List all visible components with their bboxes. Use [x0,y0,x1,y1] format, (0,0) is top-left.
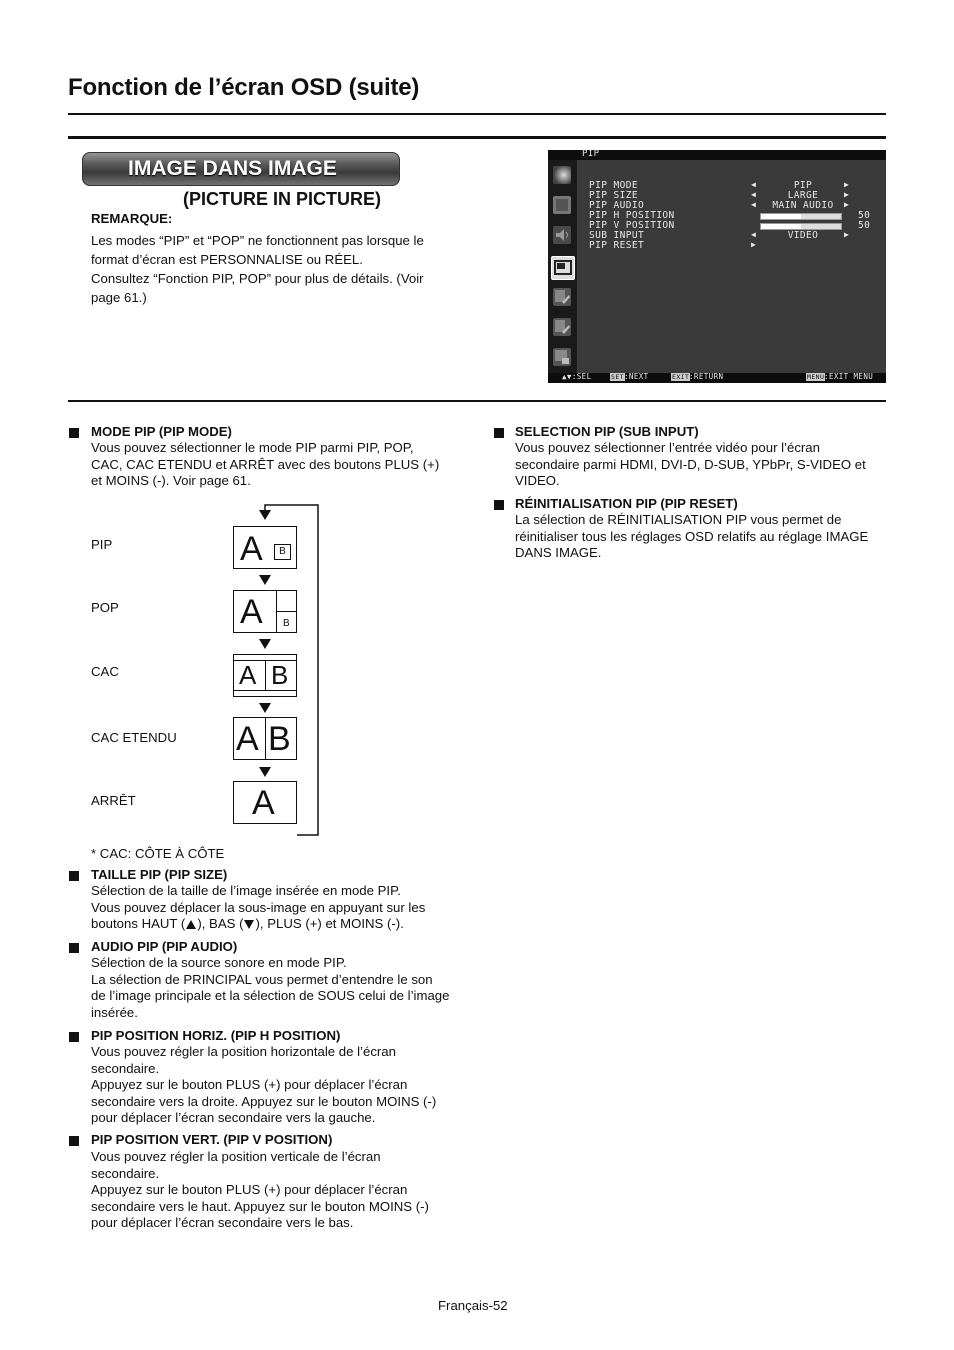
osd-row-label: PIP AUDIO [589,200,645,211]
section-body [91,883,471,933]
osd-sidebar [548,160,577,373]
sub-screen [274,544,291,560]
osd-row-label: SUB INPUT [589,230,645,241]
osd-header-bar [548,150,886,160]
sub-screen-letter: B [279,546,286,557]
osd-screen [548,150,886,383]
up-triangle-icon [186,920,196,929]
section-heading: RÉINITIALISATION PIP (PIP RESET) [515,496,738,511]
main-screen-letter: A [236,720,259,758]
left-arrow-icon: ◀ [751,200,757,209]
arret-mode-box [233,781,297,824]
osd-footer-return: :RETURN [689,372,724,381]
advanced-setup-icon [553,318,571,336]
body-line: La sélection de RÉINITIALISATION PIP vous permet de [515,512,842,527]
osd-row-value: MAIN AUDIO [772,200,834,211]
body-line: Sélection de la source sonore en mode PIP. [91,955,347,970]
osd-row-label: PIP V POSITION [589,220,675,231]
body-line: VIDEO. [515,473,560,489]
right-arrow-icon: ▶ [751,240,757,249]
osd-footer-exit: :EXIT MENU [824,372,874,381]
cac-bottom-bar [234,690,296,691]
down-triangle-icon [244,920,254,929]
right-arrow-icon: ▶ [844,230,850,239]
osd-footer-sel: ▲▼:SEL [562,372,592,381]
h-position-slider [760,213,842,220]
osd-row-label: PIP RESET [589,240,645,251]
diagram-label-cac-etendu: CAC ETENDU [91,730,177,745]
body-line: Appuyez sur le bouton PLUS (+) pour déplacer l’écran [91,1077,408,1093]
body-line: Vous pouvez régler la position horizontale de l’écran [91,1044,396,1059]
section-subtitle: (PICTURE IN PICTURE) [183,189,381,209]
osd-header: PIP [582,149,600,159]
section-body [91,1044,476,1127]
sub-screen-letter: B [271,660,289,690]
section-heading: AUDIO PIP (PIP AUDIO) [91,939,238,954]
body-line: réinitialiser tous les réglages OSD relatifs au réglage IMAGE [515,528,869,544]
v-position-slider [760,223,842,230]
section-heading: PIP POSITION HORIZ. (PIP H POSITION) [91,1028,341,1043]
body-line: Appuyez sur le bouton PLUS (+) pour déplacer l’écran [91,1182,408,1198]
body-line: DANS IMAGE. [515,545,602,561]
diagram-label-cac: CAC [91,664,119,679]
main-screen-letter: A [239,660,257,690]
sub-screen-letter: B [268,720,291,758]
main-screen-letter: A [240,530,263,568]
down-arrow-icon [259,575,271,585]
bullet-square [494,500,504,510]
title-underline [68,113,886,115]
osd-key-menu: MENU [807,373,825,381]
osd-row-value: LARGE [787,190,819,201]
bullet-square [69,428,79,438]
cac-mode-box [233,654,297,697]
banner-title: IMAGE DANS IMAGE [128,157,337,180]
osd-menu [577,160,886,373]
sub-screen [276,591,297,632]
remark-line: Consultez “Fonction PIP, POP” pour plus de détails. (Voir [91,270,424,286]
sub-screen-divider [277,611,297,612]
left-arrow-icon: ◀ [751,180,757,189]
body-line: secondaire vers le haut. Appuyez sur le bouton MOINS (-) [91,1198,429,1214]
section-bottom-rule [68,400,886,402]
bullet-square [69,1136,79,1146]
body-line: Sélection de la taille de l’image insérée en mode PIP. [91,883,401,898]
section-heading: MODE PIP (PIP MODE) [91,424,232,439]
osd-row-value: 50 [858,220,871,231]
down-arrow-icon [259,639,271,649]
osd-footer [548,373,886,383]
section-body [91,1149,476,1232]
body-line: Vous pouvez déplacer la sous-image en appuyant sur les [91,899,426,915]
section-top-rule [68,136,886,139]
main-screen-letter: A [252,784,275,822]
body-line: insérée. [91,1004,138,1020]
setup-icon [553,288,571,306]
section-body [515,440,895,490]
osd-row-value: PIP [793,180,813,191]
right-arrow-icon: ▶ [844,190,850,199]
down-arrow-icon [259,703,271,713]
picture-icon [553,166,571,184]
remark-line: Les modes “PIP” et “POP” ne fonctionnent pas lorsque le [91,232,424,248]
body-text-part: ), PLUS (+) et MOINS (-). [255,916,404,932]
cac-divider [265,718,266,759]
diagram-label-pop: POP [91,600,119,615]
information-icon [553,348,571,366]
down-arrow-icon [259,767,271,777]
osd-row-value: 50 [858,210,871,221]
pip-icon [551,256,575,280]
body-line: de l’image principale et la sélection de SOUS celui de l’image [91,988,450,1004]
body-line: secondaire parmi HDMI, DVI-D, D-SUB, YPbPr, S-VIDEO et [515,456,866,472]
diagram-label-arret: ARRÊT [91,793,136,808]
bullet-square [494,428,504,438]
bullet-square [69,871,79,881]
cac-etendu-mode-box [233,717,297,760]
left-arrow-icon: ◀ [751,230,757,239]
osd-row-label: PIP MODE [589,180,638,191]
osd-key-set: SET [611,373,624,381]
remark-label: REMARQUE: [91,211,173,226]
osd-row-label: PIP H POSITION [589,210,675,221]
body-line: Vous pouvez régler la position verticale de l’écran [91,1149,381,1164]
body-line: secondaire. [91,1165,160,1181]
section-body [515,512,895,562]
section-body [91,440,471,490]
body-line: Vous pouvez sélectionner l’entrée vidéo pour l’écran [515,440,820,455]
bullet-square [69,943,79,953]
right-arrow-icon: ▶ [844,180,850,189]
body-line: secondaire vers la droite. Appuyez sur le bouton MOINS (-) [91,1093,437,1109]
audio-icon [553,226,571,244]
section-heading: TAILLE PIP (PIP SIZE) [91,867,228,882]
screen-icon [553,196,571,214]
right-arrow-icon: ▶ [844,200,850,209]
page-number: Français-52 [438,1298,508,1313]
main-screen-letter: A [240,593,263,631]
section-heading: PIP POSITION VERT. (PIP V POSITION) [91,1132,333,1147]
bullet-square [69,1032,79,1042]
section-banner [82,152,400,186]
pop-mode-box [233,590,297,633]
body-line: CAC, CAC ETENDU et ARRÊT avec des boutons PLUS (+) [91,456,440,472]
body-line: secondaire. [91,1060,160,1076]
osd-footer-next: :NEXT [624,372,649,381]
osd-row-label: PIP SIZE [589,190,638,201]
body-line: pour déplacer l’écran secondaire vers la gauche. [91,1110,376,1126]
remark-line: format d’écran est PERSONNALISE ou RÉEL. [91,251,363,267]
body-line [91,916,471,933]
remark-block [91,211,461,307]
osd-row-value: VIDEO [787,230,819,241]
cac-divider [265,660,266,690]
sub-screen-letter: B [283,618,290,629]
osd-key-exit: EXIT [672,373,690,381]
section-heading: SELECTION PIP (SUB INPUT) [515,424,699,439]
pip-mode-box [233,526,297,569]
left-arrow-icon: ◀ [751,190,757,199]
body-line: pour déplacer l’écran secondaire vers le bas. [91,1215,354,1231]
body-text-part: ), BAS ( [197,916,244,932]
body-line: et MOINS (-). Voir page 61. [91,473,251,489]
body-text-part: boutons HAUT ( [91,916,186,932]
page-title: Fonction de l’écran OSD (suite) [68,74,420,101]
diagram-footnote: * CAC: CÔTE À CÔTE [91,846,225,861]
body-line: Vous pouvez sélectionner le mode PIP parmi PIP, POP, [91,440,414,455]
body-line: La sélection de PRINCIPAL vous permet d’entendre le son [91,971,433,987]
remark-line: page 61.) [91,289,147,305]
diagram-label-pip: PIP [91,537,113,552]
section-body [91,955,476,1021]
